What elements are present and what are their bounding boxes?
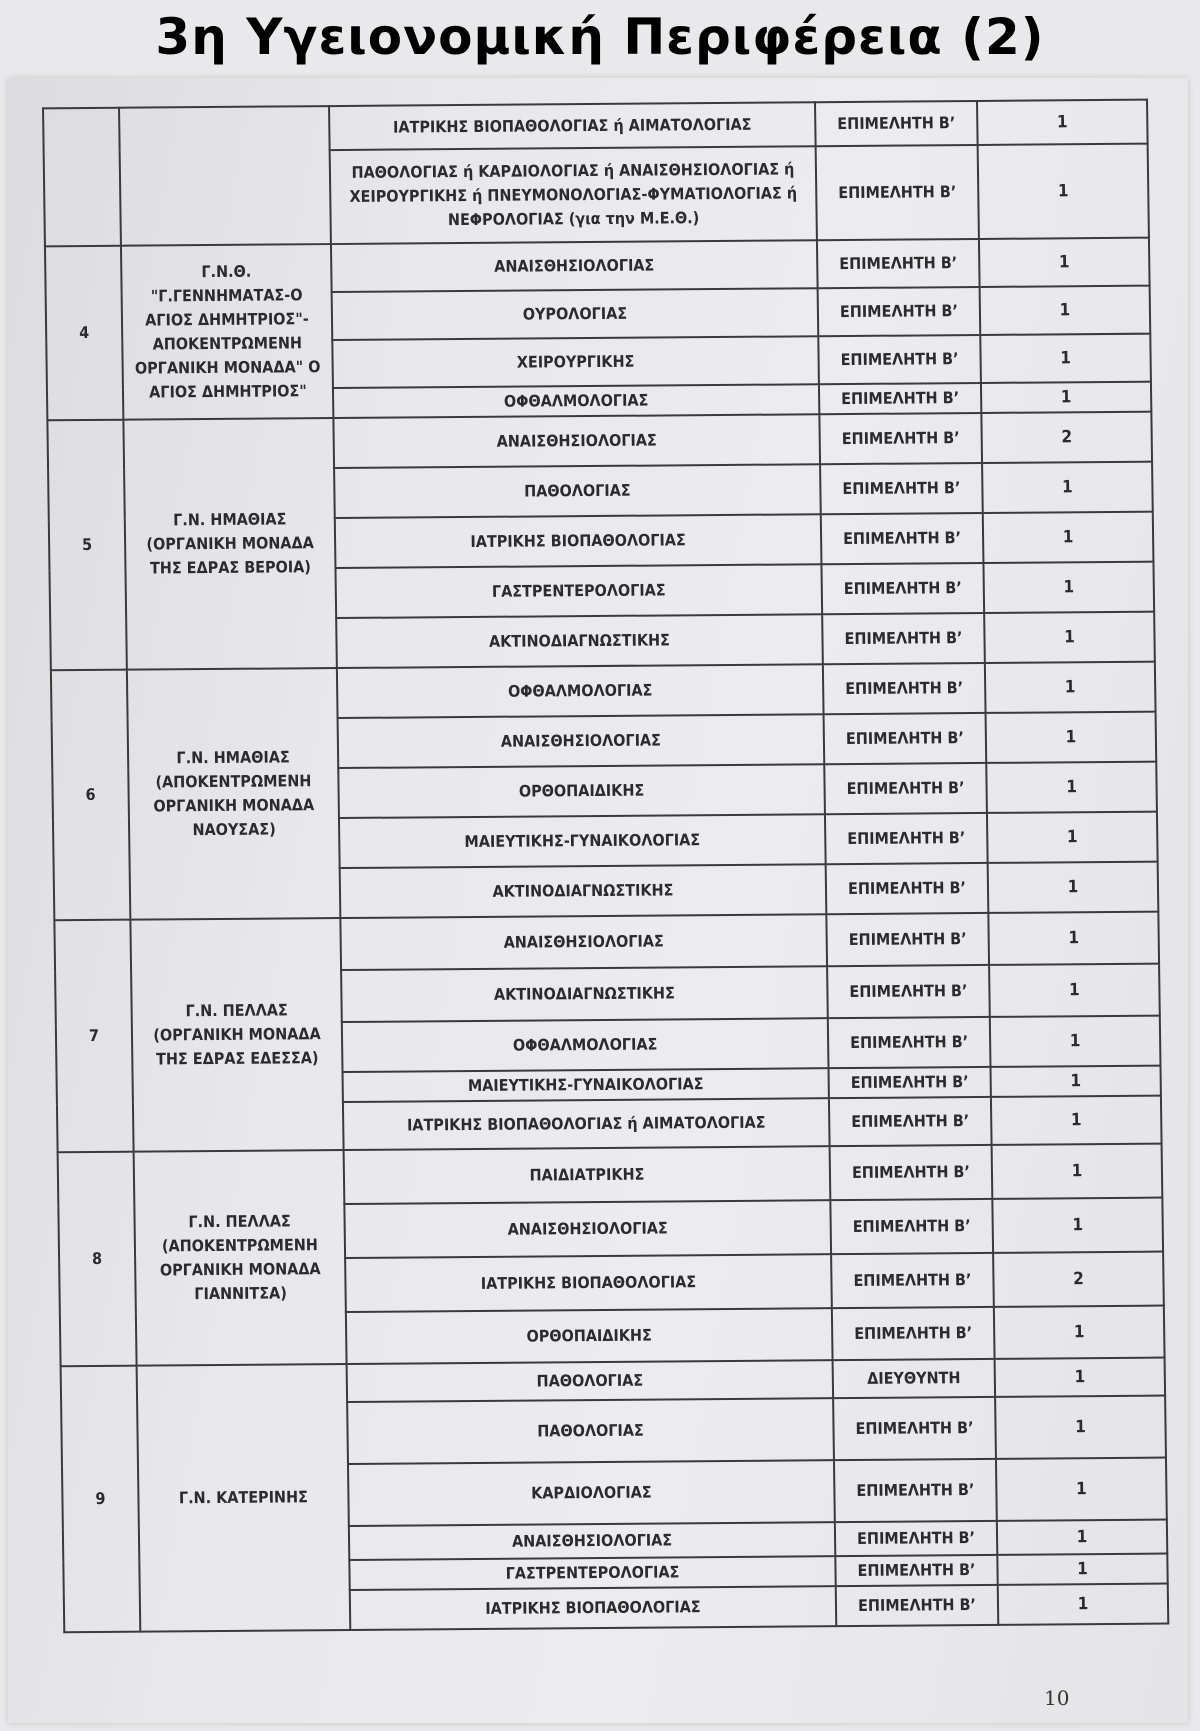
table-row (54, 912, 1159, 973)
row-number: 7 (54, 920, 133, 1153)
count: 1 (995, 1396, 1166, 1459)
table-row (47, 412, 1152, 471)
position: ΕΠΙΜΕΛΗΤΗ Β’ (835, 1521, 997, 1556)
position: ΕΠΙΜΕΛΗΤΗ Β’ (830, 1199, 993, 1254)
position: ΕΠΙΜΕΛΗΤΗ Β’ (826, 913, 989, 966)
count: 1 (994, 1306, 1165, 1359)
position: ΕΠΙΜΕΛΗΤΗ Β’ (818, 335, 981, 384)
specialty: ΑΝΑΙΣΘΗΣΙΟΛΟΓΙΑΣ (349, 1522, 835, 1560)
table-row (45, 238, 1150, 295)
count: 1 (981, 382, 1151, 413)
table-row (51, 662, 1156, 721)
specialty: ΜΑΙΕΥΤΙΚΗΣ-ΓΥΝΑΙΚΟΛΟΓΙΑΣ (343, 1068, 829, 1102)
specialty: ΙΑΤΡΙΚΗΣ ΒΙΟΠΑΘΟΛΟΓΙΑΣ ή ΑΙΜΑΤΟΛΟΓΙΑΣ (343, 1098, 830, 1150)
position: ΕΠΙΜΕΛΗΤΗ Β’ (819, 413, 982, 464)
specialty: ΠΑΘΟΛΟΓΙΑΣ (347, 1398, 834, 1464)
specialty: ΙΑΤΡΙΚΗΣ ΒΙΟΠΑΘΟΛΟΓΙΑΣ ή ΑΙΜΑΤΟΛΟΓΙΑΣ (329, 102, 816, 150)
position: ΕΠΙΜΕΛΗΤΗ Β’ (834, 1459, 997, 1522)
count: 1 (983, 512, 1154, 563)
specialty: ΑΝΑΙΣΘΗΣΙΟΛΟΓΙΑΣ (338, 714, 825, 768)
position: ΕΠΙΜΕΛΗΤΗ Β’ (822, 613, 985, 664)
position: ΕΠΙΜΕΛΗΤΗ Β’ (816, 145, 979, 240)
position: ΕΠΙΜΕΛΗΤΗ Β’ (830, 1145, 993, 1200)
position: ΕΠΙΜΕΛΗΤΗ Β’ (824, 713, 987, 764)
count: 1 (982, 462, 1153, 513)
count: 1 (977, 100, 1148, 145)
position: ΕΠΙΜΕΛΗΤΗ Β’ (815, 101, 978, 146)
position: ΕΠΙΜΕΛΗΤΗ Β’ (819, 383, 981, 414)
row-number: 6 (51, 670, 130, 921)
specialty: ΑΚΤΙΝΟΔΙΑΓΝΩΣΤΙΚΗΣ (336, 614, 823, 668)
position: ΕΠΙΜΕΛΗΤΗ Β’ (827, 965, 990, 1018)
count: 1 (978, 144, 1149, 239)
position: ΕΠΙΜΕΛΗΤΗ Β’ (835, 1555, 997, 1586)
specialty: ΙΑΤΡΙΚΗΣ ΒΙΟΠΑΘΟΛΟΓΙΑΣ (345, 1254, 832, 1312)
count: 1 (980, 286, 1151, 335)
position: ΕΠΙΜΕΛΗΤΗ Β’ (823, 663, 986, 714)
count: 1 (996, 1458, 1167, 1521)
count: 1 (984, 612, 1155, 663)
count: 1 (985, 662, 1156, 713)
hospital-name: Γ.Ν. ΗΜΑΘΙΑΣ (ΟΡΓΑΝΙΚΗ ΜΟΝΑΔΑ ΤΗΣ ΕΔΡΑΣ ΒΕΡΟΙΑ) (123, 418, 336, 670)
position: ΕΠΙΜΕΛΗΤΗ Β’ (833, 1397, 996, 1460)
specialty: ΙΑΤΡΙΚΗΣ ΒΙΟΠΑΘΟΛΟΓΙΑΣ (350, 1586, 837, 1630)
row-number: 5 (47, 420, 126, 671)
hospital-name: Γ.Ν. ΚΑΤΕΡΙΝΗΣ (137, 1364, 351, 1632)
count: 1 (988, 912, 1159, 965)
position: ΕΠΙΜΕΛΗΤΗ Β’ (821, 513, 984, 564)
position: ΕΠΙΜΕΛΗΤΗ Β’ (825, 813, 988, 864)
hospital-name: Γ.Ν. ΗΜΑΘΙΑΣ (ΑΠΟΚΕΝΤΡΩΜΕΝΗ ΟΡΓΑΝΙΚΗ ΜΟΝΑΔΑ ΝΑΟΥΣΑΣ) (127, 668, 340, 920)
hospital-name: Γ.Ν.Θ. "Γ.ΓΕΝΝΗΜΑΤΑΣ-Ο ΑΓΙΟΣ ΔΗΜΗΤΡΙΟΣ"-ΑΠΟΚΕΝΤΡΩΜΕΝΗ ΟΡΓΑΝΙΚΗ ΜΟΝΑΔΑ" Ο ΑΓΙΟΣ ΔΗΜΗΤΡΙΟΣ" (121, 244, 333, 420)
count: 1 (992, 1198, 1163, 1253)
position: ΕΠΙΜΕΛΗΤΗ Β’ (828, 1067, 990, 1098)
position: ΕΠΙΜΕΛΗΤΗ Β’ (821, 563, 984, 614)
position: ΕΠΙΜΕΛΗΤΗ Β’ (824, 763, 987, 814)
count: 1 (983, 562, 1154, 613)
count: 1 (986, 712, 1157, 763)
count: 2 (993, 1252, 1164, 1307)
count: 1 (989, 964, 1160, 1017)
position: ΕΠΙΜΕΛΗΤΗ Β’ (820, 463, 983, 514)
page-title: 3η Υγειονομική Περιφέρεια (2) (155, 8, 1045, 66)
specialty: ΑΝΑΙΣΘΗΣΙΟΛΟΓΙΑΣ (333, 414, 820, 468)
positions-table-wrap (42, 99, 1168, 1651)
position: ΕΠΙΜΕΛΗΤΗ Β’ (818, 287, 981, 336)
row-number (43, 108, 121, 247)
specialty: ΠΑΘΟΛΟΓΙΑΣ (334, 464, 821, 518)
specialty: ΟΦΘΑΛΜΟΛΟΓΙΑΣ (342, 1018, 829, 1072)
count: 1 (991, 1096, 1162, 1145)
specialty: ΟΡΘΟΠΑΙΔΙΚΗΣ (346, 1308, 833, 1364)
count: 1 (997, 1520, 1167, 1555)
table-row (58, 1144, 1163, 1207)
position: ΕΠΙΜΕΛΗΤΗ Β’ (828, 1017, 991, 1068)
position: ΕΠΙΜΕΛΗΤΗ Β’ (836, 1585, 999, 1626)
row-number: 4 (45, 246, 123, 421)
count: 1 (998, 1584, 1169, 1625)
count: 1 (997, 1554, 1167, 1585)
specialty: ΧΕΙΡΟΥΡΓΙΚΗΣ (332, 336, 819, 388)
positions-table (42, 99, 1169, 1634)
specialty: ΚΑΡΔΙΟΛΟΓΙΑΣ (348, 1460, 835, 1526)
count: 1 (980, 334, 1151, 383)
count: 1 (986, 762, 1157, 813)
position: ΔΙΕΥΘΥΝΤΗ (833, 1359, 996, 1398)
page-number: 10 (1044, 1686, 1070, 1710)
hospital-name: Γ.Ν. ΠΕΛΛΑΣ (ΟΡΓΑΝΙΚΗ ΜΟΝΑΔΑ ΤΗΣ ΕΔΡΑΣ ΕΔΕΣΣΑ) (130, 918, 343, 1152)
specialty: ΠΑΘΟΛΟΓΙΑΣ ή ΚΑΡΔΙΟΛΟΓΙΑΣ ή ΑΝΑΙΣΘΗΣΙΟΛΟΓΙΑΣ ή ΧΕΙΡΟΥΡΓΙΚΗΣ ή ΠΝΕΥΜΟΝΟΛΟΓΙΑΣ-ΦΥΜΑΤΙΟΛΟΓΙΑΣ ή ΝΕΦΡΟΛΟΓΙΑΣ (για την Μ.Ε.Θ.) (330, 146, 817, 244)
count: 1 (979, 238, 1150, 287)
specialty: ΓΑΣΤΡΕΝΤΕΡΟΛΟΓΙΑΣ (335, 564, 822, 618)
specialty: ΟΦΘΑΛΜΟΛΟΓΙΑΣ (333, 384, 819, 418)
specialty: ΑΝΑΙΣΘΗΣΙΟΛΟΓΙΑΣ (344, 1200, 831, 1258)
count: 1 (990, 1066, 1160, 1097)
count: 1 (988, 862, 1159, 913)
position: ΕΠΙΜΕΛΗΤΗ Β’ (829, 1097, 992, 1146)
count: 1 (992, 1144, 1163, 1199)
specialty: ΑΚΤΙΝΟΔΙΑΓΝΩΣΤΙΚΗΣ (341, 966, 828, 1022)
specialty: ΑΚΤΙΝΟΔΙΑΓΝΩΣΤΙΚΗΣ (340, 864, 827, 918)
specialty: ΟΥΡΟΛΟΓΙΑΣ (332, 288, 819, 340)
specialty: ΜΑΙΕΥΤΙΚΗΣ-ΓΥΝΑΙΚΟΛΟΓΙΑΣ (339, 814, 826, 868)
position: ΕΠΙΜΕΛΗΤΗ Β’ (817, 239, 980, 288)
specialty: ΓΑΣΤΡΕΝΤΕΡΟΛΟΓΙΑΣ (349, 1556, 835, 1590)
specialty: ΑΝΑΙΣΘΗΣΙΟΛΟΓΙΑΣ (340, 914, 827, 970)
count: 1 (987, 812, 1158, 863)
position: ΕΠΙΜΕΛΗΤΗ Β’ (826, 863, 989, 914)
row-number: 9 (61, 1366, 141, 1633)
position: ΕΠΙΜΕΛΗΤΗ Β’ (831, 1253, 994, 1308)
hospital-name: Γ.Ν. ΠΕΛΛΑΣ (ΑΠΟΚΕΝΤΡΩΜΕΝΗ ΟΡΓΑΝΙΚΗ ΜΟΝΑΔΑ ΓΙΑΝΝΙΤΣΑ) (134, 1150, 347, 1366)
specialty: ΟΦΘΑΛΜΟΛΟΓΙΑΣ (337, 664, 824, 718)
count: 1 (995, 1358, 1166, 1397)
specialty: ΑΝΑΙΣΘΗΣΙΟΛΟΓΙΑΣ (331, 240, 818, 292)
position: ΕΠΙΜΕΛΗΤΗ Β’ (832, 1307, 995, 1360)
count: 1 (990, 1016, 1161, 1067)
row-number: 8 (58, 1152, 137, 1367)
hospital-name (119, 106, 331, 246)
specialty: ΠΑΙΔΙΑΤΡΙΚΗΣ (344, 1146, 831, 1204)
count: 2 (981, 412, 1152, 463)
specialty: ΠΑΘΟΛΟΓΙΑΣ (347, 1360, 834, 1402)
specialty: ΙΑΤΡΙΚΗΣ ΒΙΟΠΑΘΟΛΟΓΙΑΣ (335, 514, 822, 568)
specialty: ΟΡΘΟΠΑΙΔΙΚΗΣ (338, 764, 825, 818)
